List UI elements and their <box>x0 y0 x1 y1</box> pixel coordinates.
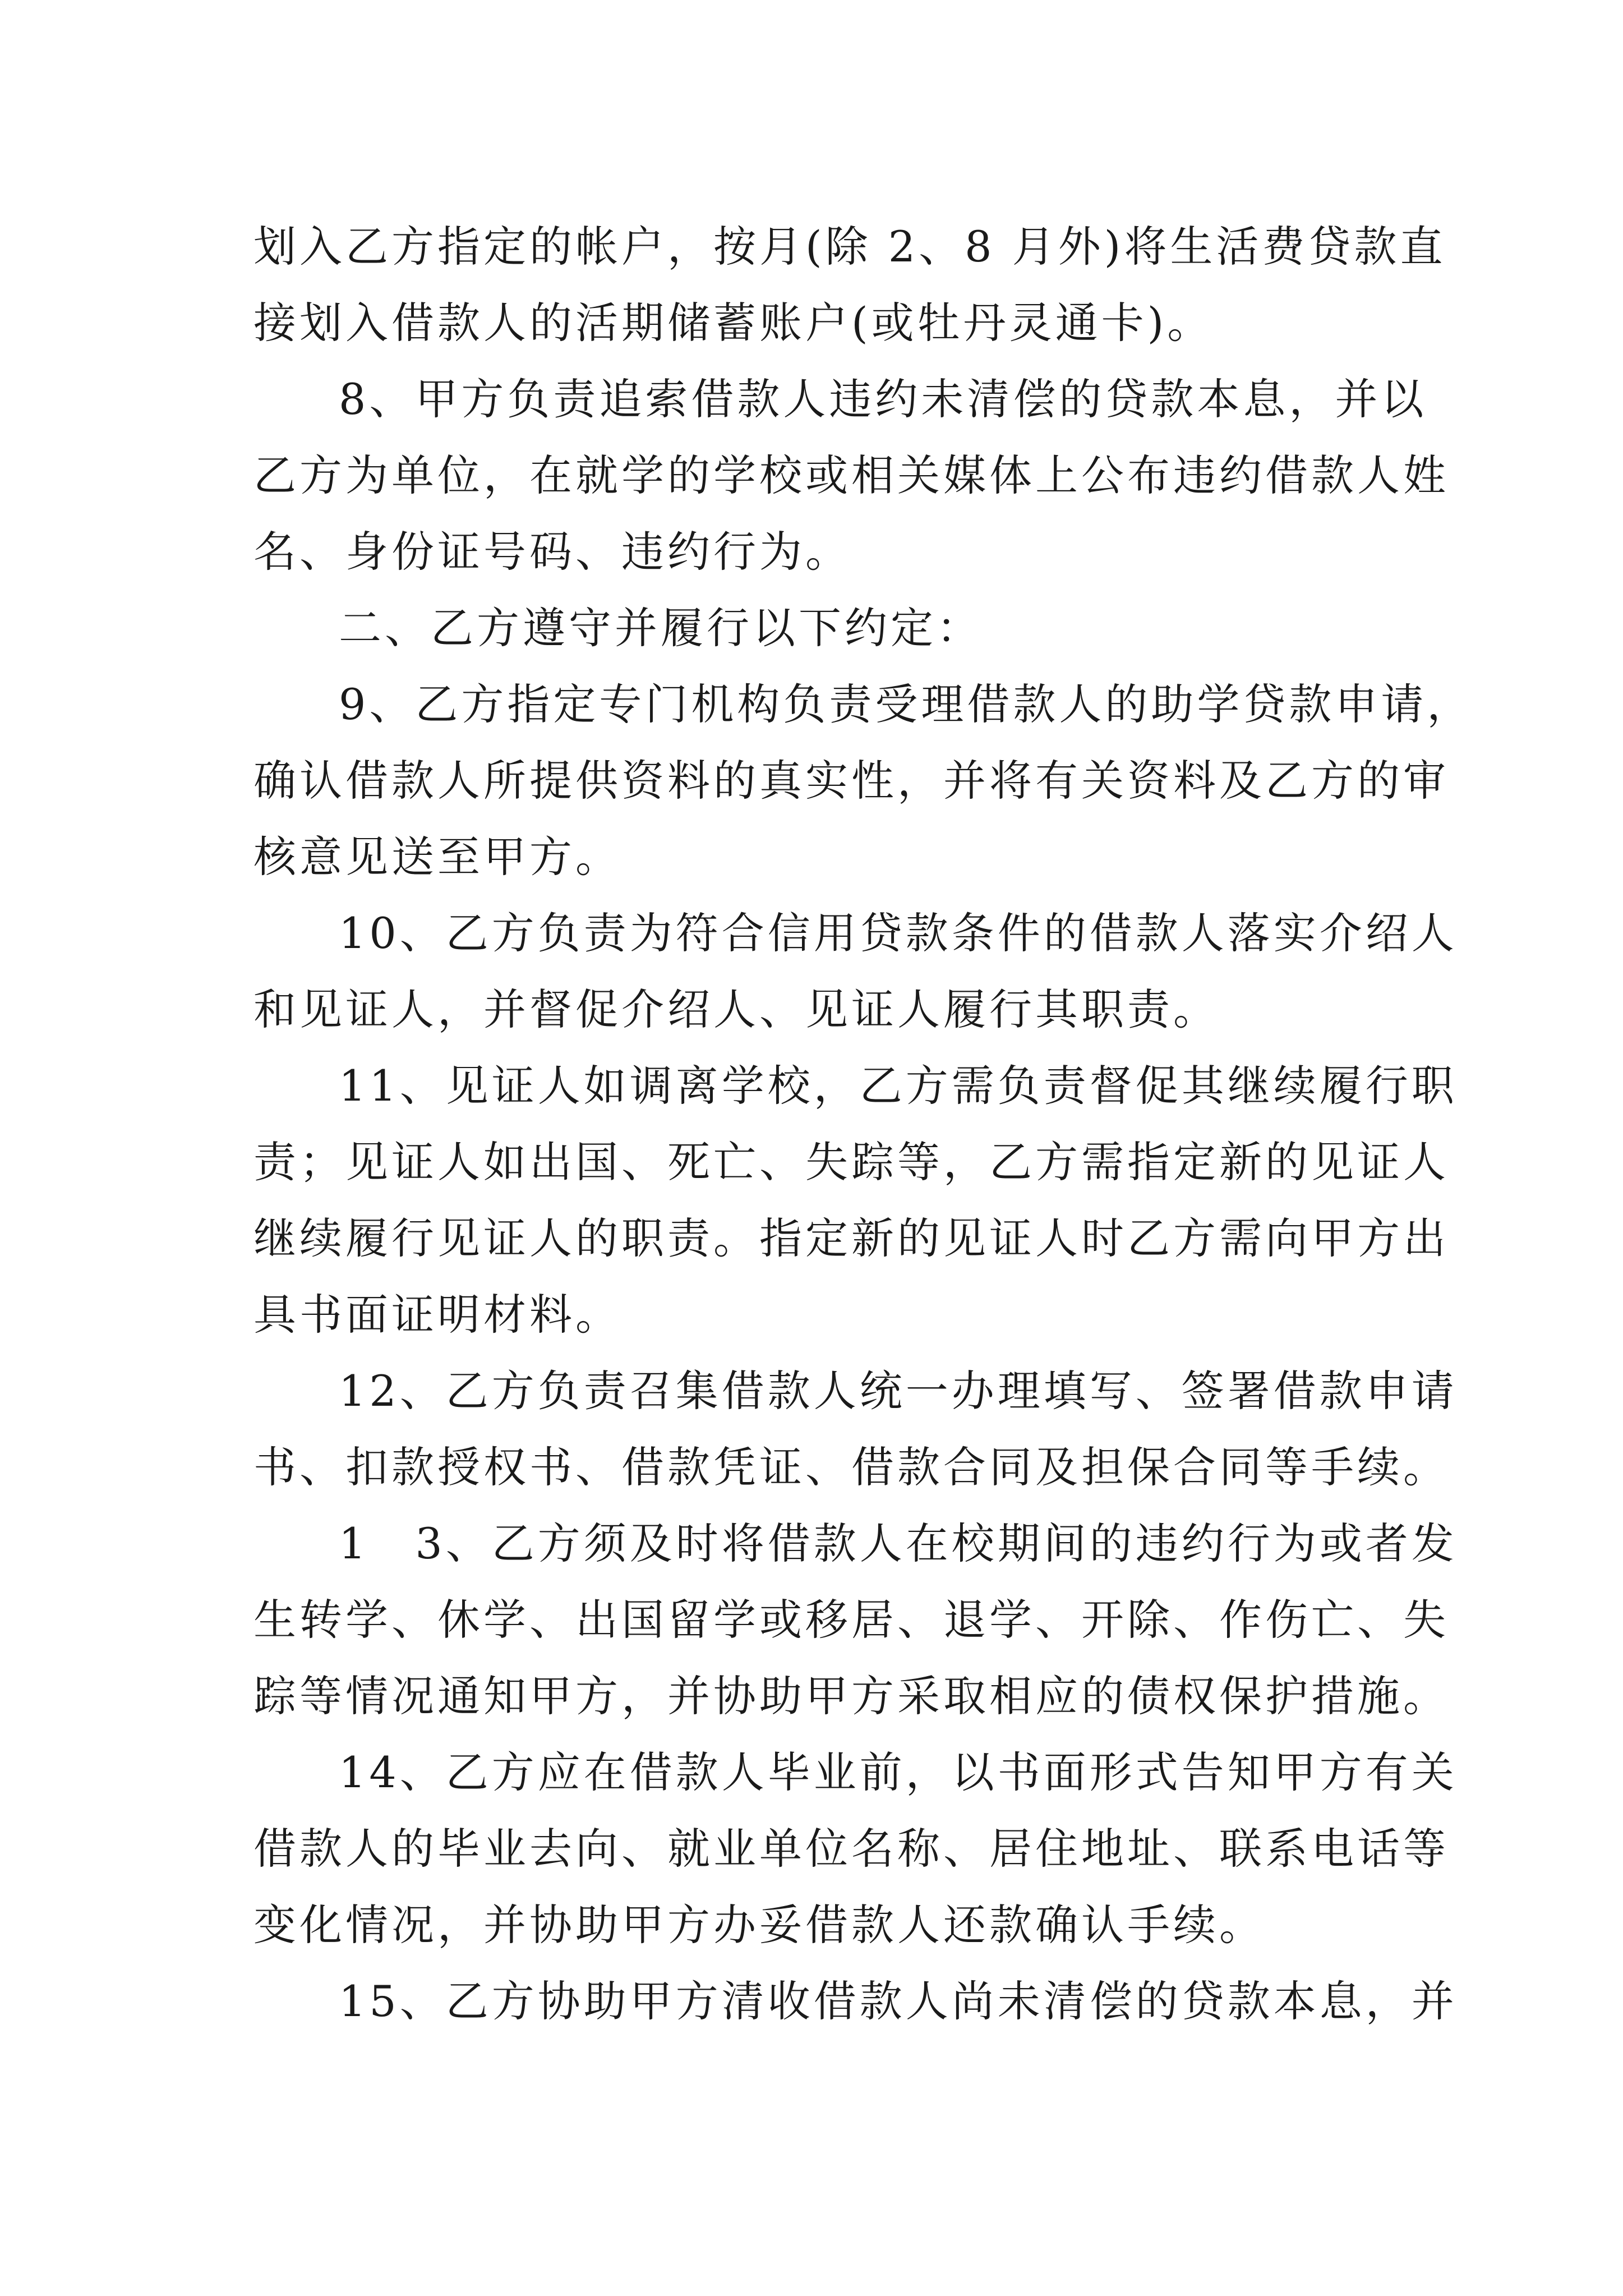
text-line: 变化情况，并协助甲方办妥借款人还款确认手续。 <box>253 1900 1265 1950</box>
text-line: 继续履行见证人的职责。指定新的见证人时乙方需向甲方出 <box>253 1213 1449 1263</box>
text-line: 划入乙方指定的帐户，按月(除 2、8 月外)将生活费贷款直 <box>253 222 1446 272</box>
text-line: 踪等情况通知甲方，并协助甲方采取相应的债权保护措施。 <box>253 1671 1449 1721</box>
text-line: 生转学、休学、出国留学或移居、退学、开除、作伤亡、失 <box>253 1595 1449 1645</box>
text-line: 接划入借款人的活期储蓄账户(或牡丹灵通卡)。 <box>253 298 1214 348</box>
text-line: 10、乙方负责为符合信用贷款条件的借款人落实介绍人 <box>339 908 1458 958</box>
text-line: 11、见证人如调离学校，乙方需负责督促其继续履行职 <box>339 1061 1458 1111</box>
text-line: 确认借款人所提供资料的真实性，并将有关资料及乙方的审 <box>253 756 1449 806</box>
text-line: 8、甲方负责追索借款人违约未清偿的贷款本息，并以 <box>339 374 1427 424</box>
text-line: 1 3、乙方须及时将借款人在校期间的违约行为或者发 <box>339 1519 1458 1568</box>
text-line: 乙方为单位，在就学的学校或相关媒体上公布违约借款人姓 <box>253 450 1449 500</box>
text-line: 借款人的毕业去向、就业单位名称、居住地址、联系电话等 <box>253 1824 1449 1874</box>
text-line: 12、乙方负责召集借款人统一办理填写、签署借款申请 <box>339 1366 1458 1416</box>
text-line: 名、身份证号码、违约行为。 <box>253 527 851 577</box>
document-body <box>253 209 1473 2040</box>
text-line: 和见证人，并督促介绍人、见证人履行其职责。 <box>253 984 1219 1034</box>
text-line: 具书面证明材料。 <box>253 1290 621 1340</box>
text-line: 9、乙方指定专门机构负责受理借款人的助学贷款申请， <box>339 679 1473 729</box>
text-line: 核意见送至甲方。 <box>253 832 621 882</box>
text-line: 书、扣款授权书、借款凭证、借款合同及担保合同等手续。 <box>253 1442 1449 1492</box>
section-heading: 二、乙方遵守并履行以下约定： <box>339 603 983 653</box>
text-line: 责；见证人如出国、死亡、失踪等，乙方需指定新的见证人 <box>253 1137 1449 1187</box>
text-line: 15、乙方协助甲方清收借款人尚未清偿的贷款本息，并 <box>339 1976 1458 2026</box>
text-line: 14、乙方应在借款人毕业前，以书面形式告知甲方有关 <box>339 1747 1458 1797</box>
